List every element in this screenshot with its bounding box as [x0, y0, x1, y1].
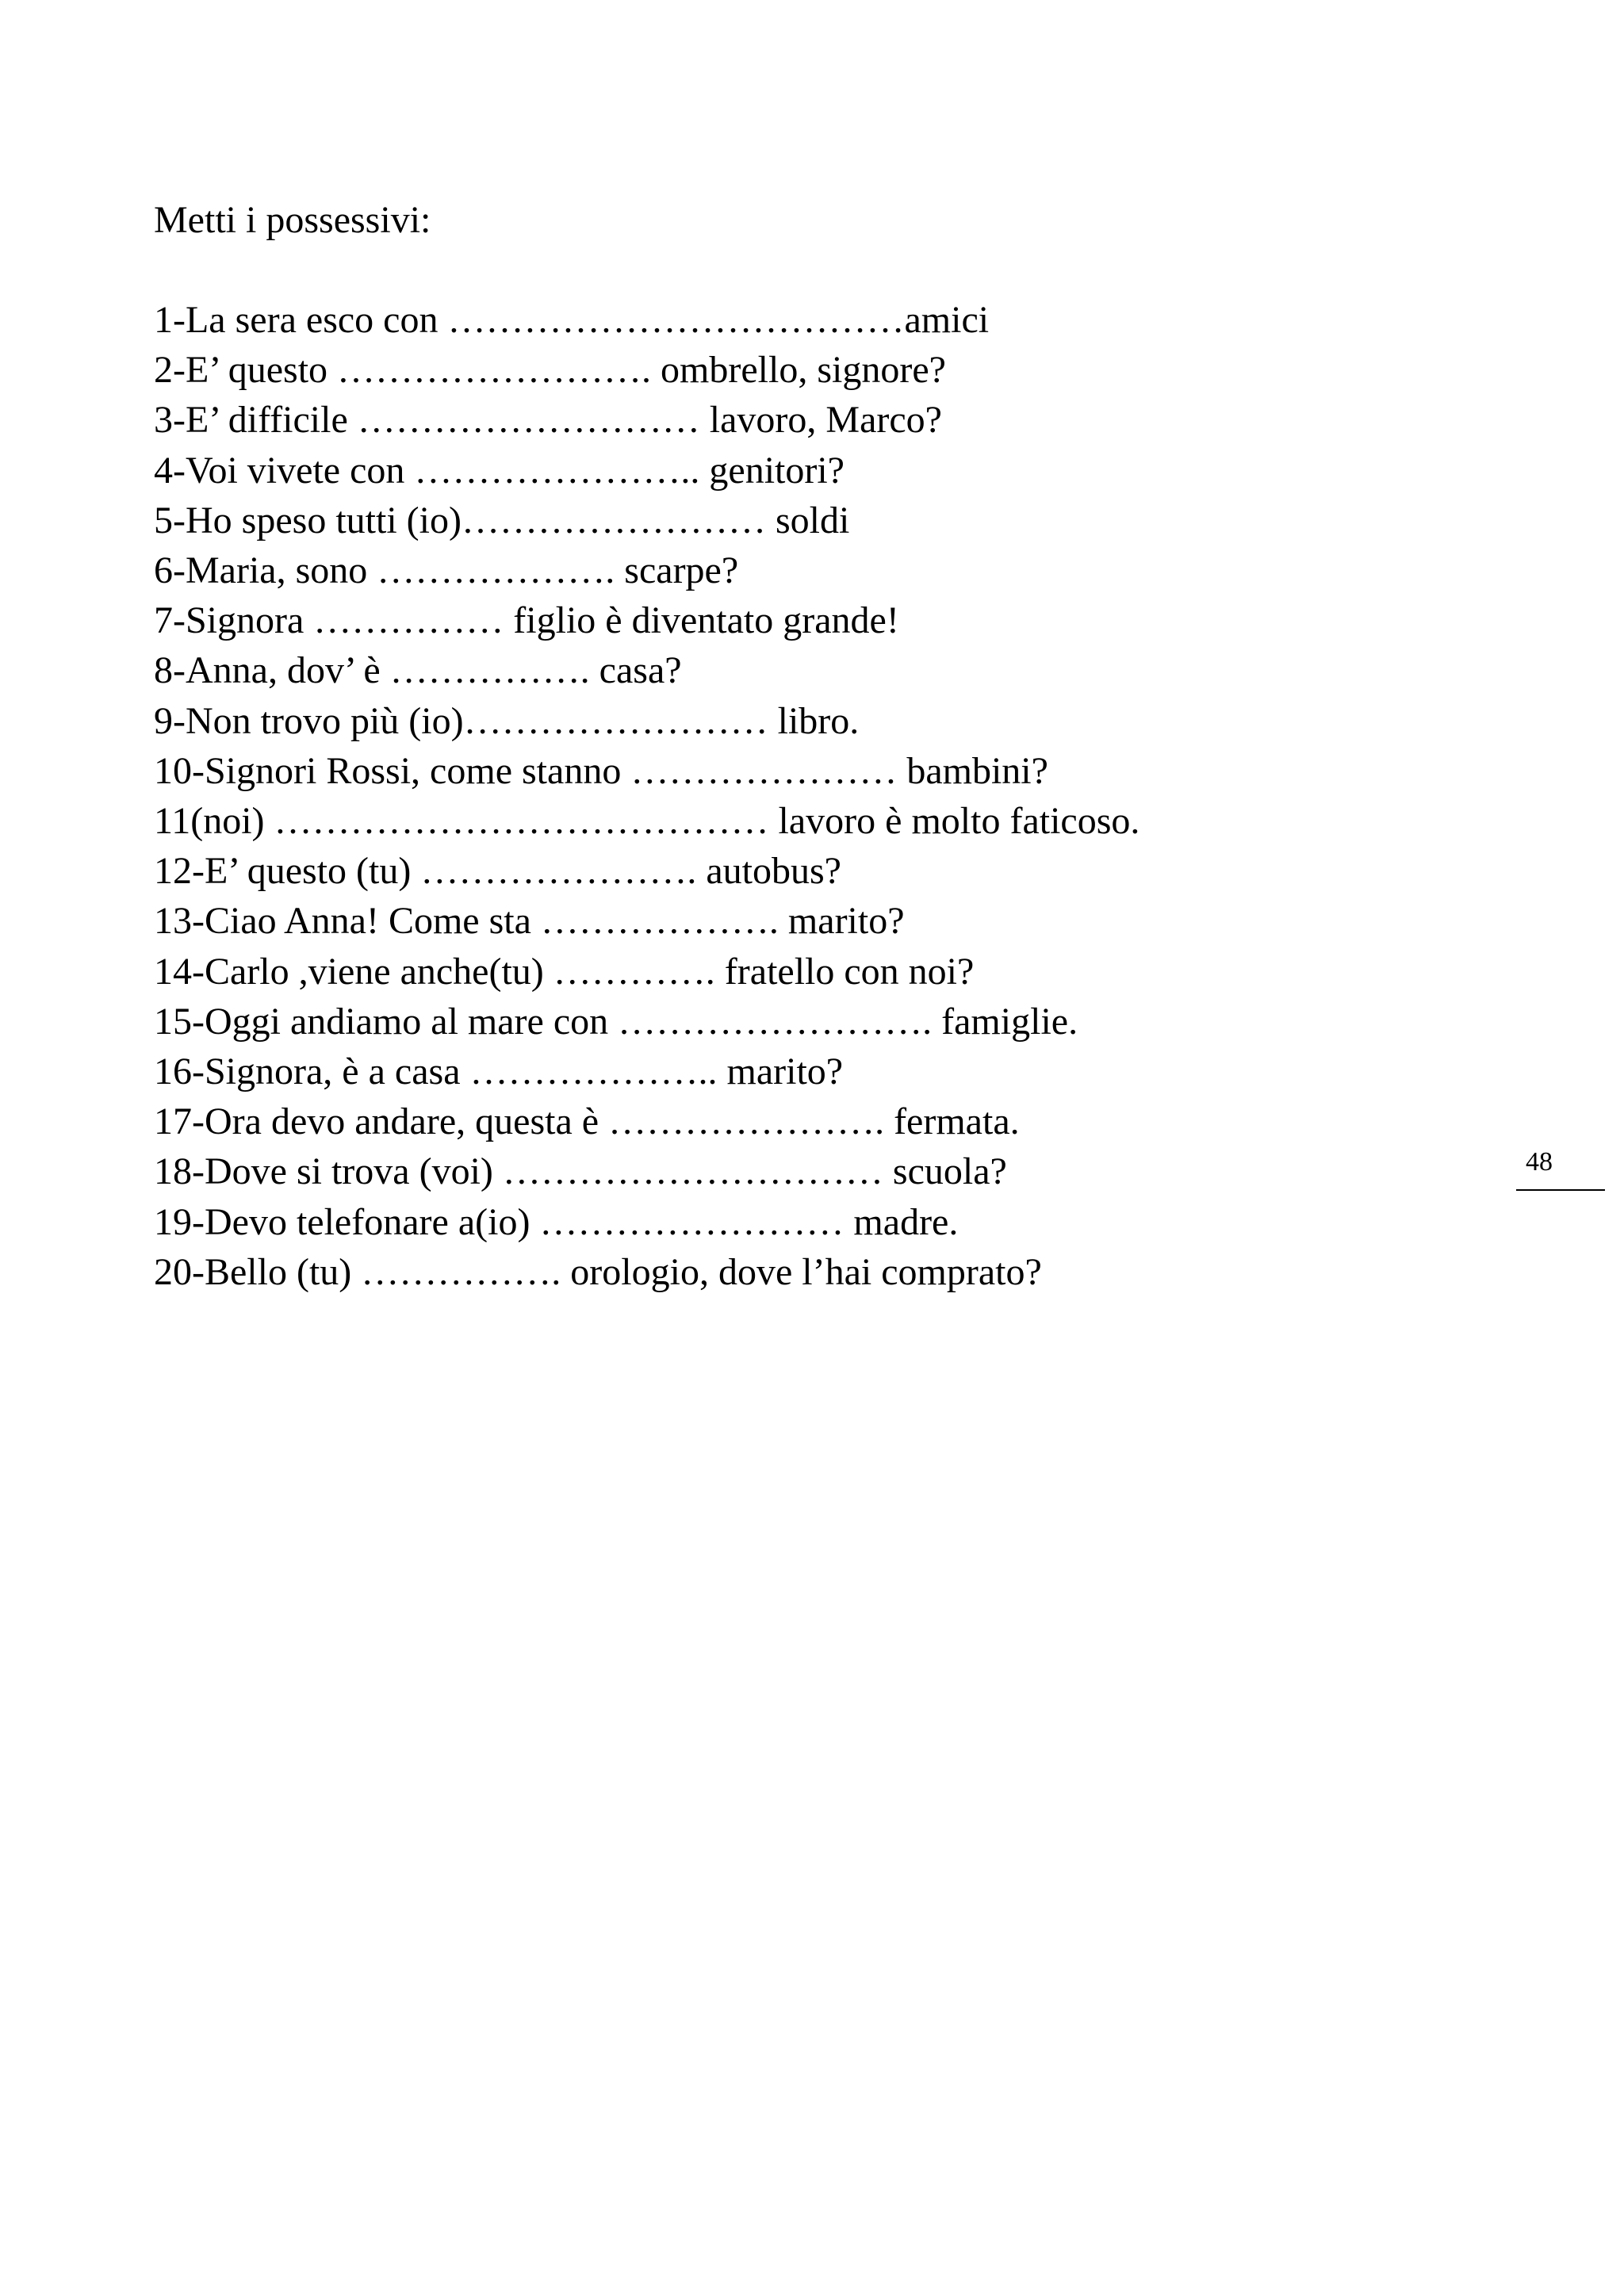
exercise-item-16: 16-Signora, è a casa ……………….. marito? — [154, 1050, 844, 1093]
exercise-item-9: 9-Non trovo più (io)…………………… libro. — [154, 699, 860, 742]
exercise-item-13: 13-Ciao Anna! Come sta ………………. marito? — [154, 900, 905, 943]
exercise-item-3: 3-E’ difficile ……………………… lavoro, Marco? — [154, 399, 942, 442]
exercise-item-15: 15-Oggi andiamo al mare con ……………………. famiglie. — [154, 1000, 1078, 1043]
exercise-item-2: 2-E’ questo ……………………. ombrello, signore? — [154, 349, 946, 392]
exercise-item-4: 4-Voi vivete con ………………….. genitori? — [154, 449, 845, 492]
exercise-item-8: 8-Anna, dov’ è ……………. casa? — [154, 649, 682, 692]
exercise-item-11: 11(noi) ………………………………… lavoro è molto faticoso. — [154, 800, 1140, 843]
exercise-item-5: 5-Ho speso tutti (io)…………………… soldi — [154, 499, 850, 541]
exercise-item-7: 7-Signora …………… figlio è diventato grande! — [154, 599, 899, 642]
page-number: 48 — [1526, 1147, 1553, 1177]
exercise-item-20: 20-Bello (tu) ……………. orologio, dove l’hai comprato? — [154, 1250, 1042, 1293]
exercise-item-14: 14-Carlo ,viene anche(tu) …………. fratello con noi? — [154, 950, 975, 993]
exercise-item-6: 6-Maria, sono ………………. scarpe? — [154, 549, 739, 592]
exercise-item-12: 12-E’ questo (tu) …………………. autobus? — [154, 850, 841, 893]
exercise-item-17: 17-Ora devo andare, questa è …………………. fermata. — [154, 1100, 1020, 1143]
exercise-item-18: 18-Dove si trova (voi) ………………………… scuola? — [154, 1150, 1007, 1193]
exercise-item-19: 19-Devo telefonare a(io) …………………… madre. — [154, 1200, 959, 1243]
page-number-rule — [1516, 1189, 1605, 1191]
exercise-title: Metti i possessivi: — [154, 199, 431, 241]
exercise-item-1: 1-La sera esco con ………………………………amici — [154, 299, 990, 341]
exercise-list — [154, 295, 1139, 1297]
exercise-item-10: 10-Signori Rossi, come stanno ………………… bambini? — [154, 749, 1048, 792]
